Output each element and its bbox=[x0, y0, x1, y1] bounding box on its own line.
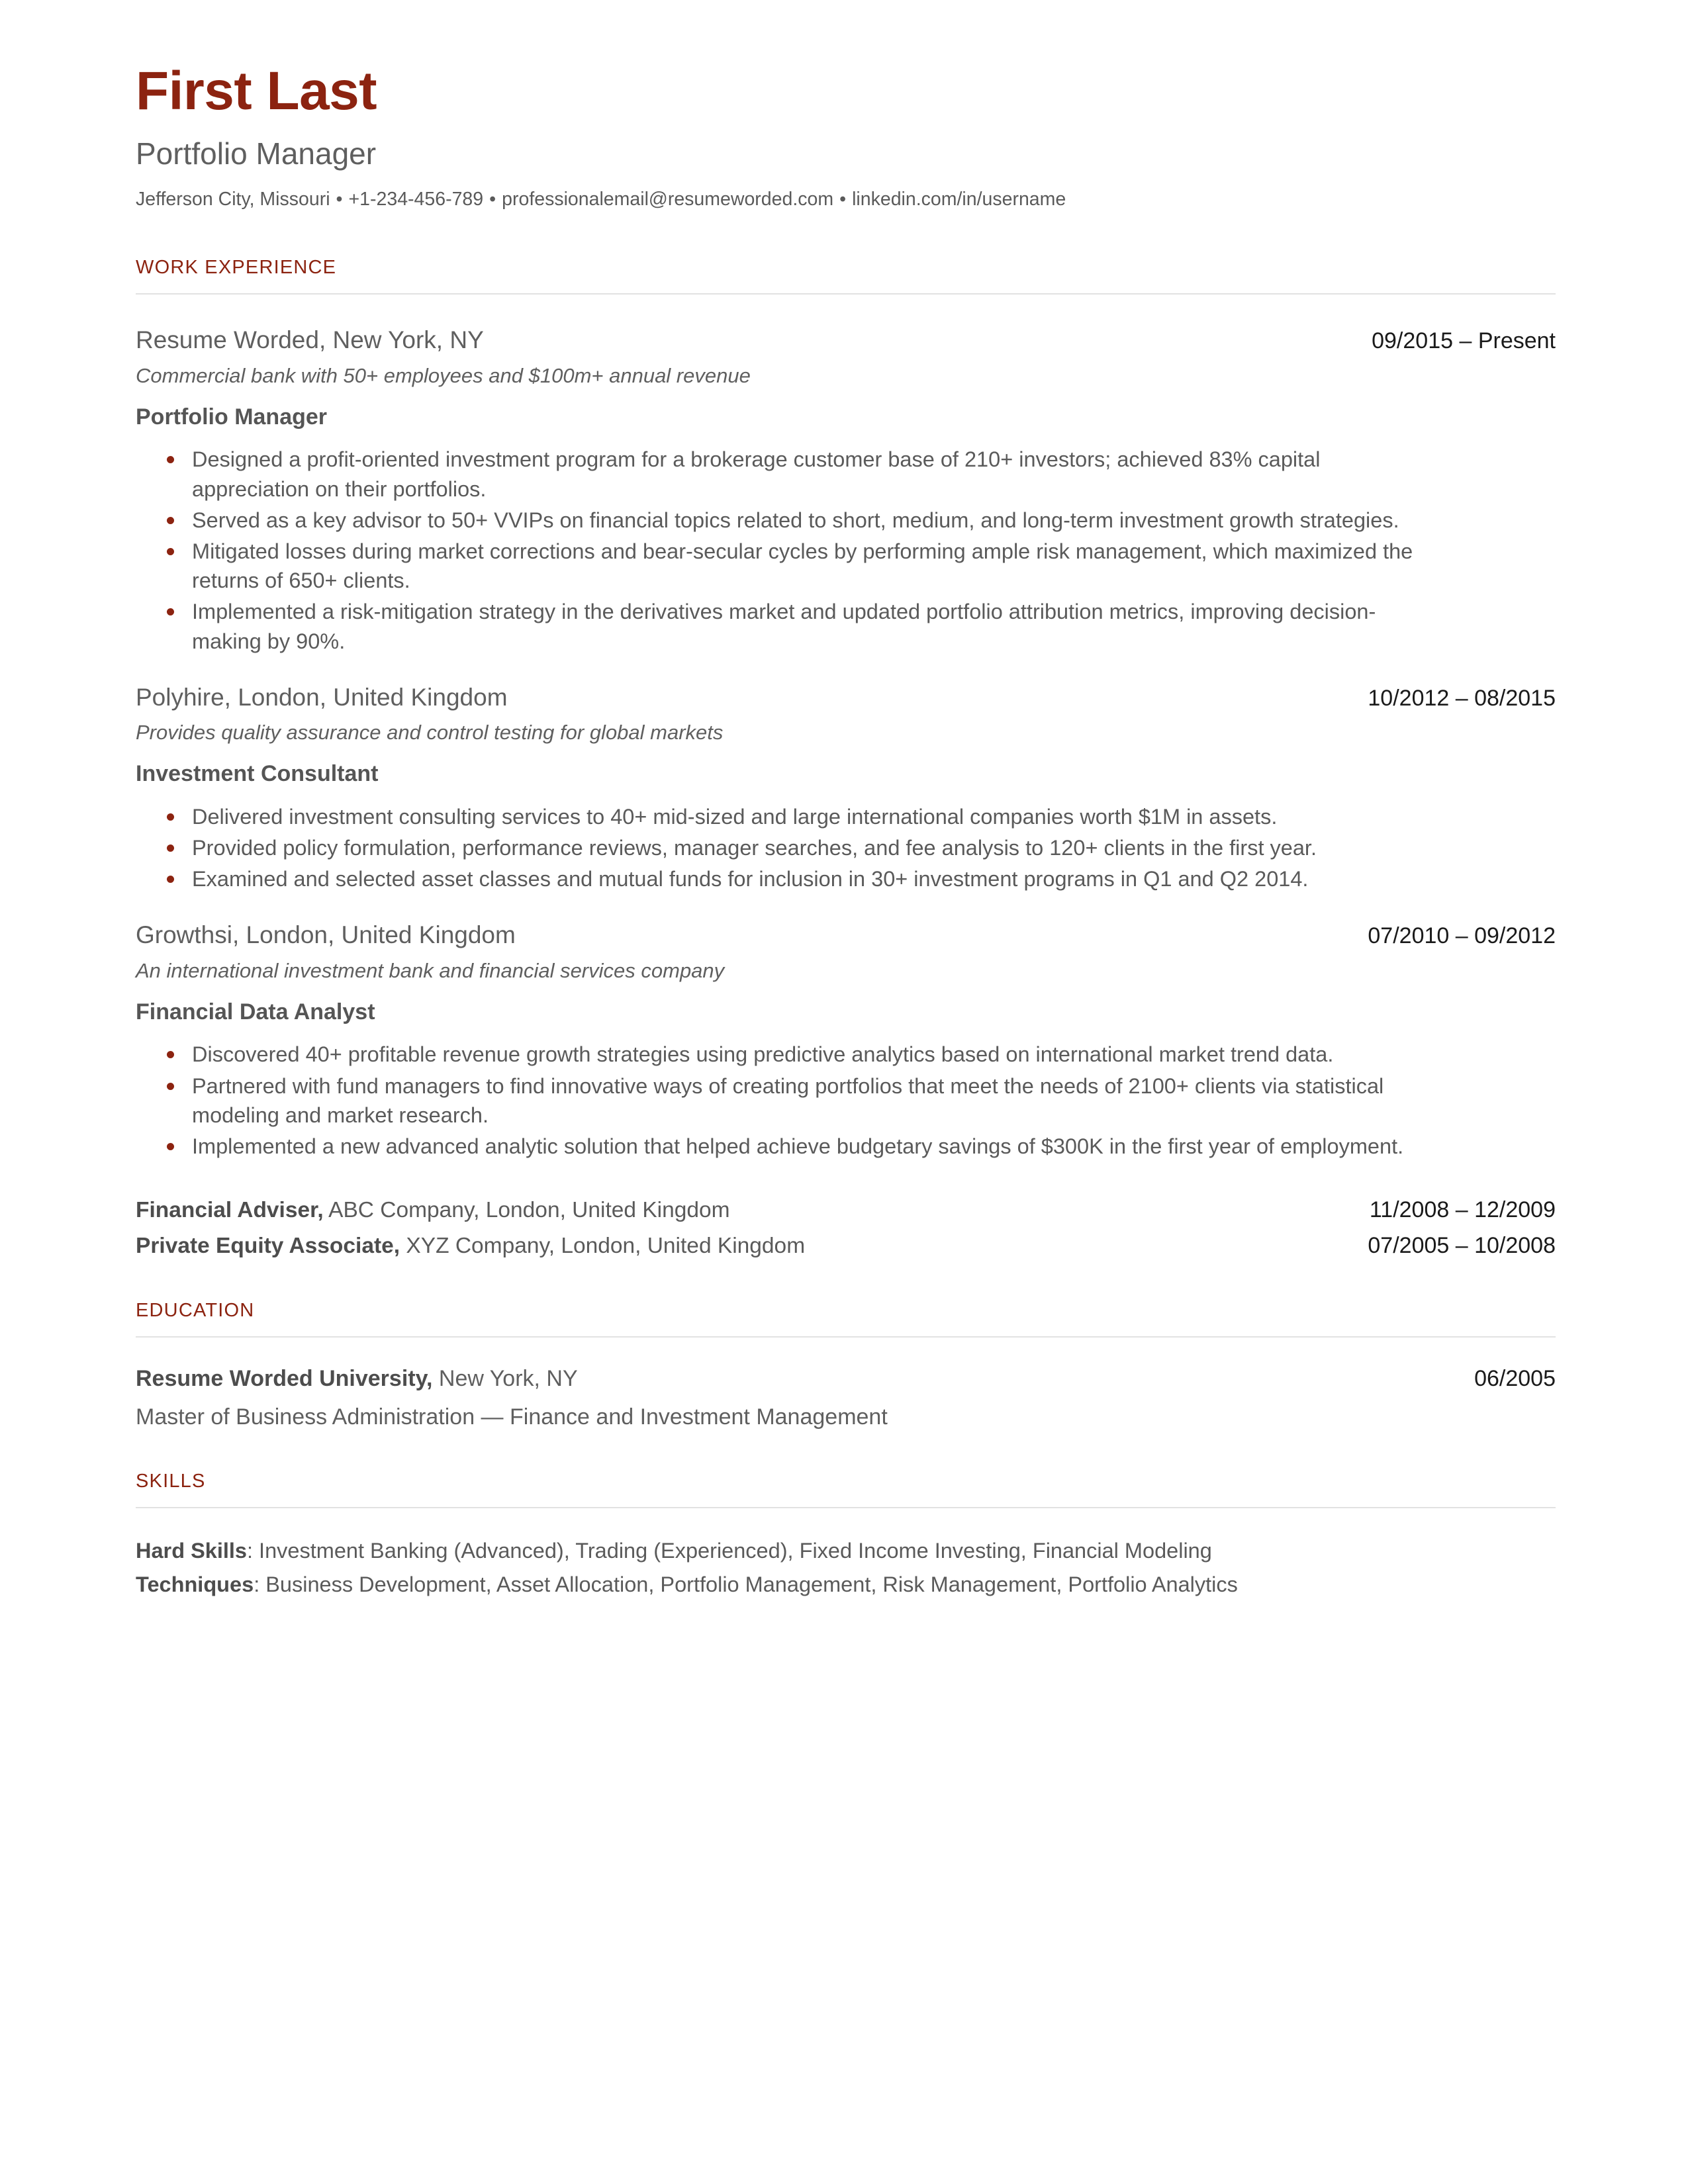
skills-list bbox=[136, 1536, 1556, 1600]
job-company-description: Provides quality assurance and control testing for global markets bbox=[136, 721, 724, 745]
education-school: Resume Worded University, bbox=[136, 1365, 433, 1391]
contact-email[interactable]: professionalemail@resumeworded.com bbox=[502, 188, 834, 210]
skill-row bbox=[136, 1570, 1556, 1600]
section-divider-education bbox=[136, 1336, 1556, 1338]
job-bullet bbox=[136, 864, 1433, 893]
contact-location: Jefferson City, Missouri bbox=[136, 188, 330, 210]
job-company: Polyhire, London, United Kingdom bbox=[136, 683, 508, 711]
job-bullet-list bbox=[136, 802, 1556, 894]
compact-role-row bbox=[136, 1232, 1556, 1260]
job-header-row bbox=[136, 921, 1556, 950]
skill-category-label: Techniques bbox=[136, 1572, 254, 1597]
contact-line bbox=[136, 188, 1556, 212]
education-school-line bbox=[136, 1365, 578, 1392]
job-bullet bbox=[136, 1132, 1433, 1161]
compact-role-dates: 07/2005 – 10/2008 bbox=[1368, 1233, 1556, 1259]
contact-linkedin[interactable]: linkedin.com/in/username bbox=[852, 188, 1066, 210]
education-degree: Master of Business Administration — Finance and Investment Management bbox=[136, 1404, 888, 1430]
job-bullet-text: Mitigated losses during market corrections and bear-secular cycles by performing ample risk management, which maximized the returns of 650+ clients. bbox=[192, 539, 1413, 593]
compact-role-left bbox=[136, 1232, 805, 1260]
job-bullet bbox=[136, 445, 1433, 503]
bullet-dot-icon bbox=[167, 844, 174, 852]
job-entry bbox=[136, 684, 1556, 894]
resume-header bbox=[136, 63, 1556, 211]
section-divider-skills bbox=[136, 1507, 1556, 1508]
job-title: Investment Consultant bbox=[136, 761, 379, 787]
job-header-row bbox=[136, 684, 1556, 712]
compact-role-dates: 11/2008 – 12/2009 bbox=[1369, 1197, 1556, 1223]
bullet-dot-icon bbox=[167, 1051, 174, 1058]
job-bullet bbox=[136, 537, 1433, 595]
contact-separator-2: • bbox=[489, 188, 496, 210]
compact-role-left bbox=[136, 1197, 730, 1224]
education-location: New York, NY bbox=[438, 1365, 578, 1391]
bullet-dot-icon bbox=[167, 517, 174, 524]
compact-role-title: Financial Adviser, bbox=[136, 1198, 324, 1223]
job-dates: 07/2010 – 09/2012 bbox=[1368, 923, 1556, 949]
candidate-headline: Portfolio Manager bbox=[136, 136, 377, 171]
job-company: Growthsi, London, United Kingdom bbox=[136, 921, 516, 949]
job-entry bbox=[136, 326, 1556, 655]
job-bullet bbox=[136, 1071, 1433, 1130]
compact-role-title: Private Equity Associate, bbox=[136, 1234, 400, 1259]
job-bullet-text: Designed a profit-oriented investment program for a brokerage customer base of 210+ investors; achieved 83% capital appreciation on their portfolios. bbox=[192, 447, 1321, 501]
section-title-education: EDUCATION bbox=[136, 1299, 255, 1321]
bullet-dot-icon bbox=[167, 1083, 174, 1090]
education-dates: 06/2005 bbox=[1474, 1365, 1556, 1391]
job-dates: 09/2015 – Present bbox=[1372, 328, 1556, 354]
education-entry bbox=[136, 1365, 1556, 1431]
job-bullet-text: Provided policy formulation, performance reviews, manager searches, and fee analysis to 120+ clients in the first year. bbox=[192, 836, 1317, 860]
job-title: Portfolio Manager bbox=[136, 404, 328, 430]
job-bullet-text: Examined and selected asset classes and mutual funds for inclusion in 30+ investment programs in Q1 and Q2 2014. bbox=[192, 867, 1309, 891]
section-title-skills: SKILLS bbox=[136, 1471, 206, 1492]
section-education bbox=[136, 1300, 1556, 1431]
compact-role-company: XYZ Company, London, United Kingdom bbox=[406, 1234, 806, 1259]
job-bullet-text: Delivered investment consulting services to 40+ mid-sized and large international companies worth $1M in assets. bbox=[192, 804, 1278, 829]
compact-role-row bbox=[136, 1197, 1556, 1224]
skill-values: : Investment Banking (Advanced), Trading (Experienced), Fixed Income Investing, Financial Modeling bbox=[247, 1539, 1212, 1563]
job-entry bbox=[136, 921, 1556, 1161]
job-bullet-text: Implemented a new advanced analytic solution that helped achieve budgetary savings of $300K in the first year of employment. bbox=[192, 1134, 1404, 1159]
contact-separator-1: • bbox=[336, 188, 343, 210]
job-bullet-text: Discovered 40+ profitable revenue growth strategies using predictive analytics based on international market trend data. bbox=[192, 1042, 1334, 1067]
section-skills bbox=[136, 1471, 1556, 1600]
bullet-dot-icon bbox=[167, 456, 174, 463]
job-title: Financial Data Analyst bbox=[136, 999, 375, 1024]
job-bullet-text: Served as a key advisor to 50+ VVIPs on financial topics related to short, medium, and long-term investment growth strategies. bbox=[192, 508, 1399, 532]
job-dates: 10/2012 – 08/2015 bbox=[1368, 685, 1556, 711]
job-bullet-list bbox=[136, 1040, 1556, 1161]
job-company: Resume Worded, New York, NY bbox=[136, 326, 484, 354]
skill-category-label: Hard Skills bbox=[136, 1539, 247, 1563]
bullet-dot-icon bbox=[167, 1143, 174, 1150]
bullet-dot-icon bbox=[167, 548, 174, 555]
job-bullet-text: Implemented a risk-mitigation strategy in the derivatives market and updated portfolio attribution metrics, improving decision-making by 90%. bbox=[192, 600, 1376, 653]
contact-separator-3: • bbox=[839, 188, 847, 210]
job-company-description: An international investment bank and financial services company bbox=[136, 958, 725, 982]
job-bullet-list bbox=[136, 445, 1556, 655]
job-company-description: Commercial bank with 50+ employees and $100m+ annual revenue bbox=[136, 363, 751, 387]
bullet-dot-icon bbox=[167, 813, 174, 821]
job-bullet bbox=[136, 506, 1433, 535]
section-divider-work bbox=[136, 293, 1556, 295]
skill-values: : Business Development, Asset Allocation, Portfolio Management, Risk Management, Portfolio Analytics bbox=[254, 1572, 1238, 1597]
job-bullet bbox=[136, 597, 1433, 655]
bullet-dot-icon bbox=[167, 876, 174, 883]
section-title-work: WORK EXPERIENCE bbox=[136, 257, 337, 279]
job-bullet bbox=[136, 833, 1433, 862]
compact-role-company: ABC Company, London, United Kingdom bbox=[328, 1198, 730, 1223]
job-bullet bbox=[136, 1040, 1433, 1069]
job-header-row bbox=[136, 326, 1556, 355]
skill-row bbox=[136, 1536, 1556, 1566]
job-bullet-text: Partnered with fund managers to find innovative ways of creating portfolios that meet the needs of 2100+ clients via statistical modeling and market research. bbox=[192, 1073, 1384, 1127]
candidate-name: First Last bbox=[136, 61, 377, 121]
contact-phone: +1-234-456-789 bbox=[348, 188, 484, 210]
section-work-experience bbox=[136, 257, 1556, 1260]
job-bullet bbox=[136, 802, 1433, 831]
education-header-row bbox=[136, 1365, 1556, 1392]
bullet-dot-icon bbox=[167, 608, 174, 615]
compact-roles-list bbox=[136, 1197, 1556, 1260]
